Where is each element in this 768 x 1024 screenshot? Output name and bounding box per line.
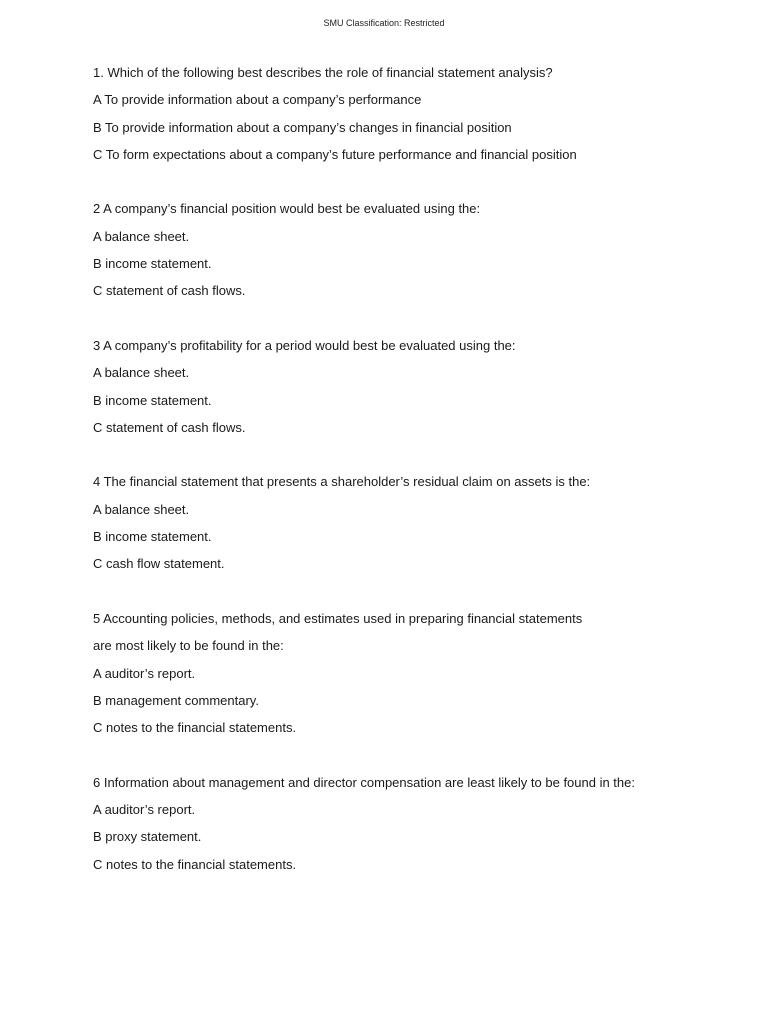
option-a: A balance sheet. — [93, 228, 190, 244]
option-b: B management commentary. — [93, 692, 259, 708]
option-b: B income statement. — [93, 256, 212, 272]
option-c: C statement of cash flows. — [93, 419, 246, 435]
question-3 — [93, 332, 733, 441]
question-text: 5 Accounting policies, methods, and estimates used in preparing financial statements — [93, 610, 583, 626]
question-5 — [93, 605, 733, 741]
question-text: 1. Which of the following best describes the role of financial statement analysis? — [93, 65, 553, 80]
question-6 — [93, 769, 733, 878]
option-c: C cash flow statement. — [93, 556, 225, 572]
question-text: 2 A company’s financial position would best be evaluated using the: — [93, 201, 481, 217]
option-a: A balance sheet. — [93, 501, 190, 517]
option-c: C statement of cash flows. — [93, 283, 246, 299]
option-a: A balance sheet. — [93, 365, 190, 381]
option-b: B proxy statement. — [93, 829, 202, 845]
option-b: B income statement. — [93, 529, 212, 545]
question-text: 6 Information about management and director compensation are least likely to be found in the: — [93, 774, 635, 790]
option-c: C To form expectations about a company’s future performance and financial position — [93, 146, 577, 162]
classification-header: SMU Classification: Restricted — [323, 18, 445, 28]
question-2 — [93, 195, 733, 304]
option-a: A To provide information about a company’s performance — [93, 92, 422, 108]
question-text: 3 A company’s profitability for a period would best be evaluated using the: — [93, 337, 516, 353]
option-c: C notes to the financial statements. — [93, 856, 297, 872]
option-b: B income statement. — [93, 392, 212, 408]
question-1 — [93, 59, 733, 168]
option-a: A auditor’s report. — [93, 665, 196, 681]
question-list — [93, 59, 733, 878]
question-text: 4 The financial statement that presents a shareholder’s residual claim on assets is the: — [93, 474, 591, 490]
option-c: C notes to the financial statements. — [93, 720, 297, 736]
question-4 — [93, 468, 733, 577]
question-text-continued: are most likely to be found in the: — [93, 638, 284, 654]
option-b: B To provide information about a company’s changes in financial position — [93, 119, 512, 135]
option-a: A auditor’s report. — [93, 802, 196, 818]
